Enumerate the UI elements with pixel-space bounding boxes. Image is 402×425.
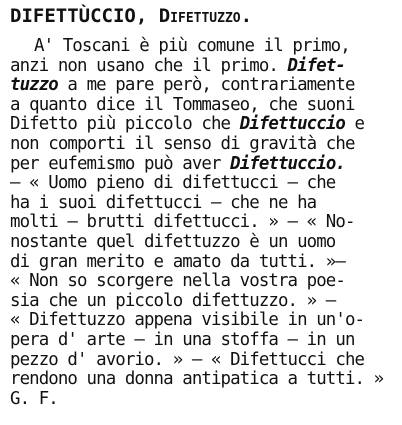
entry-body <box>10 37 396 409</box>
text-line: tuzzo a me pare però, contrariamente <box>10 75 355 96</box>
text-line: per eufemismo può aver Difettuccio. <box>10 153 345 174</box>
text-line: Difetto più piccolo che Difettuccio e <box>10 114 365 135</box>
text-line: « Difettuzzo appena visibile in un'o- <box>10 310 365 331</box>
headword <box>10 4 396 28</box>
text-line: sia che un piccolo difettuzzo. » — <box>10 290 336 311</box>
text-line: pera d' arte — in una stoffa — in un <box>10 329 355 350</box>
text-line: pezzo d' avorio. » — « Difettucci che <box>10 349 365 370</box>
text-line: nostante quel difettuzzo è un uomo <box>10 231 336 252</box>
text-line: ha i suoi difettucci — che ne ha <box>10 192 317 213</box>
headword-main: DIFETTÙCCIO, <box>10 5 148 27</box>
text-line: non comporti il senso di gravità che <box>10 133 355 154</box>
dictionary-entry <box>10 4 396 409</box>
text-line: A' Toscani è più comune il primo, <box>34 36 350 56</box>
italic-term: Difettuccio <box>239 114 345 135</box>
headword-variant: Difettuzzo. <box>158 5 253 27</box>
italic-term: Difet- <box>287 55 345 76</box>
text-line: a quanto dice il Tommaseo, che suoni <box>10 94 355 115</box>
text-line: rendono una donna antipatica a tutti. » <box>10 369 384 390</box>
text-line: anzi non usano che il primo. Difet- <box>10 55 345 76</box>
signature: G. F. <box>10 388 58 409</box>
text-line: « Non so scorgere nella vostra poe- <box>10 271 345 292</box>
italic-term: tuzzo <box>10 75 58 96</box>
text-line: — « Uomo pieno di difettucci — che <box>10 173 336 194</box>
italic-term: Difettuccio. <box>230 153 345 174</box>
text-line: di gran merito e amato da tutti. »— <box>10 251 345 272</box>
text-line: molti — brutti difettucci. » — « No- <box>10 212 355 233</box>
